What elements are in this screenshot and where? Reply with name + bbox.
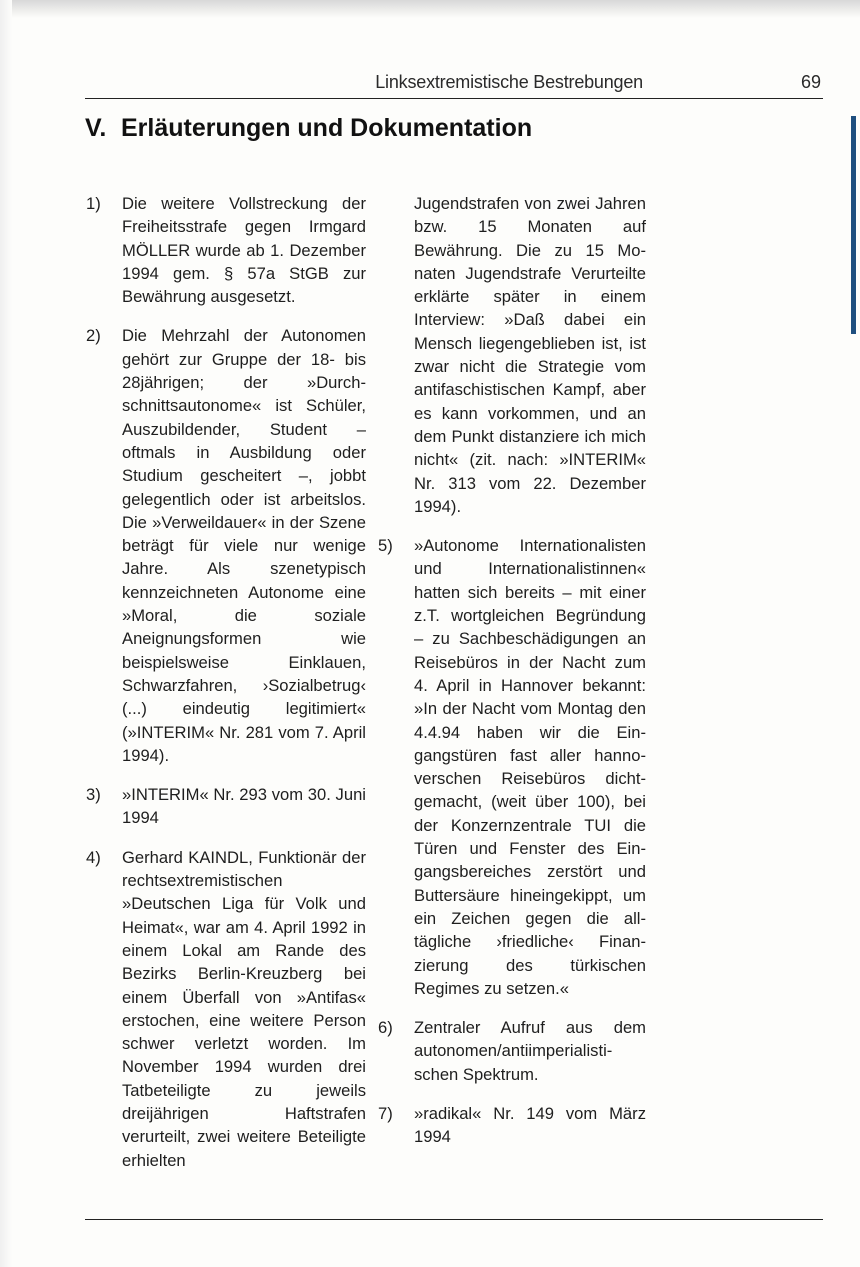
footnote-text: Zentraler Aufruf aus dem autonomen/antiimperialistischen Spektrum. [414, 1018, 646, 1084]
section-title: Erläuterungen und Dokumentation [121, 114, 533, 142]
scan-shadow-left [0, 0, 12, 1267]
running-title: Linksextremistische Bestrebungen [375, 72, 643, 92]
notes-column-left [86, 192, 366, 1188]
footer-rule [85, 1219, 823, 1220]
chapter-edge-marker [851, 116, 856, 334]
footnote-7 [378, 1102, 646, 1149]
footnote-2 [86, 324, 366, 767]
scan-shadow-top [0, 0, 860, 18]
footnote-number: 1) [86, 194, 101, 213]
footnote-text: »radikal« Nr. 149 vom März 1994 [414, 1103, 646, 1147]
footnote-3 [86, 783, 366, 830]
footnote-text: Die Mehrzahl der Autonomen gehört zur Gruppe der 18- bis 28jährigen; der »Durchschnittsautonome« ist Schüler, Auszubildender, Student – oftmals in Ausbildung oder Studium gescheitert –, jobbt gelegentlich oder ist arbeitslos. Die »Verweildauer« in der Szene beträgt für viele nur wenige Jahre. Als szenetypisch kennzeichneten Autonome eine »Moral, die soziale Aneignungsformen wie beispielsweise Einklauen, Schwarzfahren, ›Sozialbetrug‹ (...) eindeutig legitimiert« (»INTERIM« Nr. 281 vom 7. April 1994). [122, 326, 366, 765]
footnote-6 [378, 1016, 646, 1086]
footnote-text: Gerhard KAINDL, Funktionär der rechtsextremistischen »Deutschen Liga für Volk und Heimat«, war am 4. April 1992 in einem Lokal am Rande des Bezirks Berlin-Kreuzberg bei einem Überfall von »Antifas« erstochen, eine weitere Person schwer verletzt worden. Im November 1994 wurden drei Tatbeteiligte zu jeweils dreijährigen Haftstrafen verurteilt, zwei weitere Beteiligte erhielten [122, 847, 366, 1170]
footnote-text: »INTERIM« Nr. 293 vom 30. Juni 1994 [122, 785, 366, 828]
footnote-number: 6) [378, 1018, 393, 1038]
footnote-text: »Autonome Internationalisten und Internationalistinnen« hatten sich bereits – mit einer z.T. wortgleichen Begründung – zu Sachbeschädigungen an Reisebüros in der Nacht zum 4. April in Hannover bekannt: »In der Nacht vom Montag den 4.4.94 haben wir die Eingangstüren fast aller hannoverschen Reisebüros dichtgemacht, (weit über 100), bei der Konzernzentrale TUI die Türen und Fenster des Eingangsbereiches zerstört und Buttersäure hineingekippt, um ein Zeichen gegen die alltägliche ›friedliche‹ Finanzierung des türkischen Regimes zu setzen.« [414, 536, 646, 998]
footnote-number: 4) [86, 847, 101, 867]
footnote-4-continued [378, 192, 646, 518]
footnote-5 [378, 534, 646, 1000]
footnote-1 [86, 192, 366, 308]
footnote-number: 5) [378, 536, 393, 556]
footnote-number: 7) [378, 1103, 393, 1123]
footnote-text: Jugendstrafen von zwei Jahren bzw. 15 Monaten auf Bewährung. Die zu 15 Monaten Jugendstrafe Verurteilte erklärte später in einem Interview: »Daß dabei ein Mensch liegengeblieben ist, ist zwar nicht die Strategie vom antifaschistischen Kampf, aber es kann vorkommen, und an dem Punkt distanziere ich mich nicht« (zit. nach: »INTERIM« Nr. 313 vom 22. Dezember 1994). [414, 194, 646, 516]
page-number: 69 [800, 72, 821, 92]
page-header [85, 68, 823, 99]
footnote-4 [86, 846, 366, 1172]
section-heading [85, 114, 785, 143]
footnote-number: 2) [86, 326, 101, 346]
footnote-text: Die weitere Vollstreckung der Freiheitsstrafe gegen Irmgard MÖLLER wurde ab 1. Dezember 1994 gem. § 57a StGB zur Bewährung ausgesetzt. [122, 194, 366, 307]
notes-column-right [378, 192, 646, 1165]
footnote-number: 3) [86, 785, 101, 805]
section-number: V. [85, 114, 107, 142]
